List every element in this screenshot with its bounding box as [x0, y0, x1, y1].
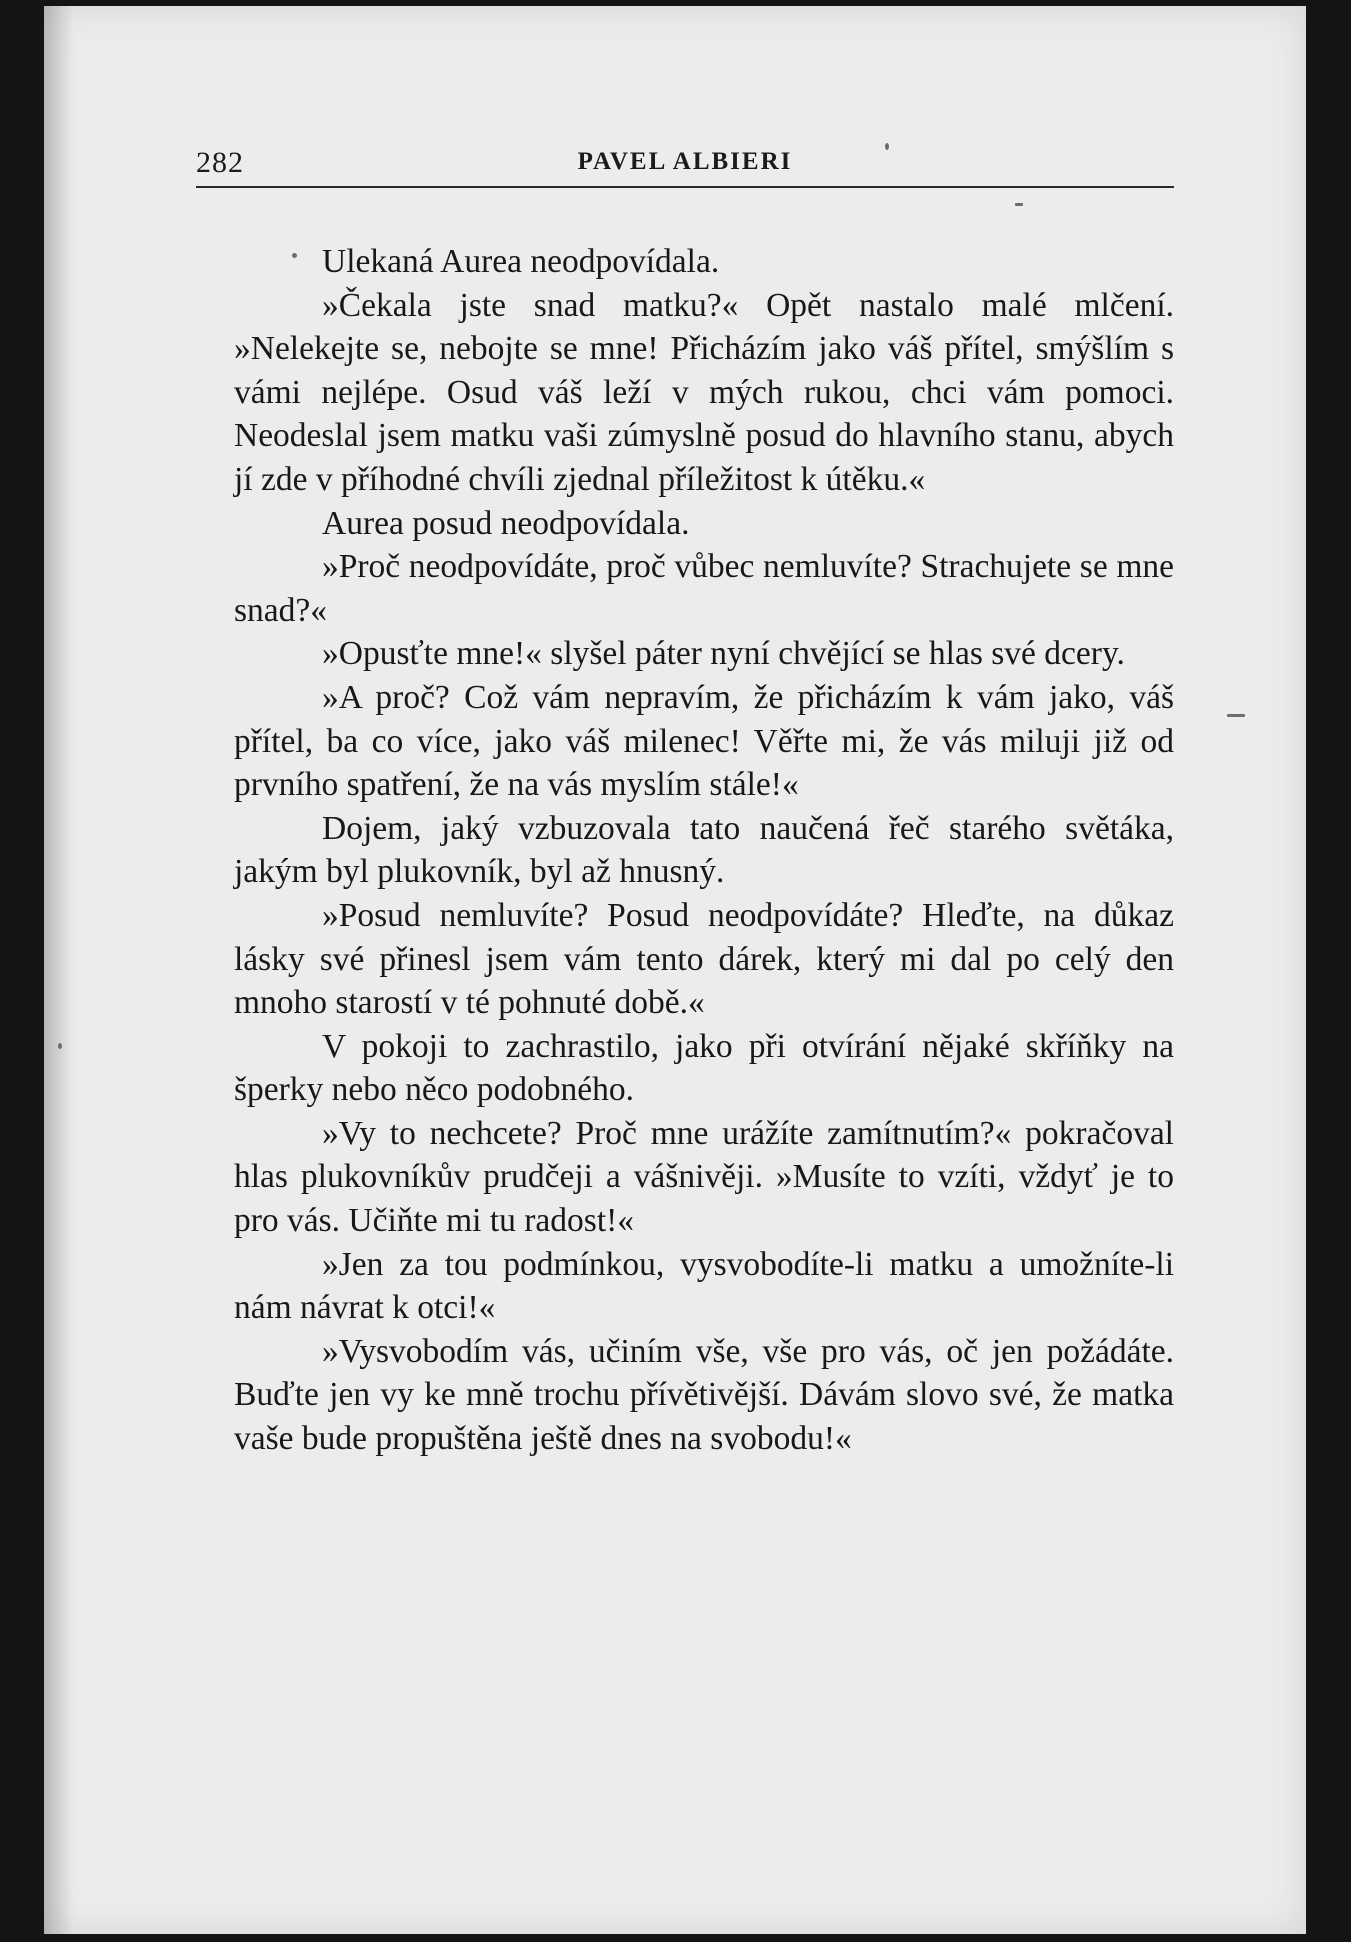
paragraph: »Proč neodpovídáte, proč vůbec nemluvíte? Strachujete se mne snad?« [234, 548, 1174, 629]
body-text [234, 240, 1174, 1461]
paragraph: Dojem, jaký vzbuzovala tato naučená řeč starého světáka, jakým byl plukovník, byl až hnusný. [234, 809, 1174, 891]
paper-speck [1015, 203, 1023, 206]
paragraph: »Čekala jste snad matku?« Opět nastalo malé mlčení. »Nelekejte se, nebojte se mne! Přicházím jako váš přítel, smýšlím s vámi nejlépe. Osud váš leží v mých rukou, chci vám pomoci. Neodeslal jsem matku vaši zúmyslně posud do hlavního stanu, abych jí zde v příhodné chvíli zjednal příležitost k útěku.« [234, 286, 1174, 498]
paper-speck [292, 253, 297, 258]
paragraph: »A proč? Což vám nepravím, že přicházím k vám jako, váš přítel, ba co více, jako váš milenec! Věřte mi, že vás miluji již od prvního spatření, že na vás myslím stále!« [234, 678, 1174, 804]
header-rule [196, 186, 1174, 188]
spine-shadow [44, 6, 74, 1934]
paragraph: »Jen za tou podmínkou, vysvobodíte-li matku a umožníte-li nám návrat k otci!« [234, 1245, 1174, 1327]
running-title: PAVEL ALBIERI [577, 148, 793, 175]
paragraph: Aurea posud neodpovídala. [322, 504, 690, 542]
paragraph: Ulekaná Aurea neodpovídala. [322, 243, 720, 280]
paper-speck [58, 1043, 62, 1049]
paragraph: »Posud nemluvíte? Posud neodpovídáte? Hleďte, na důkaz lásky své přinesl jsem vám tento dárek, který mi dal po celý den mnoho starostí v té pohnuté době.« [234, 896, 1174, 1022]
paper-speck [1227, 714, 1245, 717]
paragraph: V pokoji to zachrastilo, jako při otvírání nějaké skříňky na šperky nebo něco podobného. [234, 1027, 1174, 1109]
page-number: 282 [196, 146, 244, 179]
running-head [196, 140, 1174, 192]
paragraph: »Vy to nechcete? Proč mne urážíte zamítnutím?« pokračoval hlas plukovníkův prudčeji a vášnivěji. »Musíte to vzíti, vždyť je to pro vás. Učiňte mi tu radost!« [234, 1114, 1174, 1240]
paragraph: »Opusťte mne!« slyšel páter nyní chvějící se hlas své dcery. [322, 635, 1125, 673]
paragraph: »Vysvobodím vás, učiním vše, vše pro vás, oč jen požádáte. Buďte jen vy ke mně trochu přívětivější. Dávám slovo své, že matka vaše bude propuštěna ještě dnes na svobodu!« [234, 1332, 1174, 1458]
paper-speck [885, 143, 889, 150]
